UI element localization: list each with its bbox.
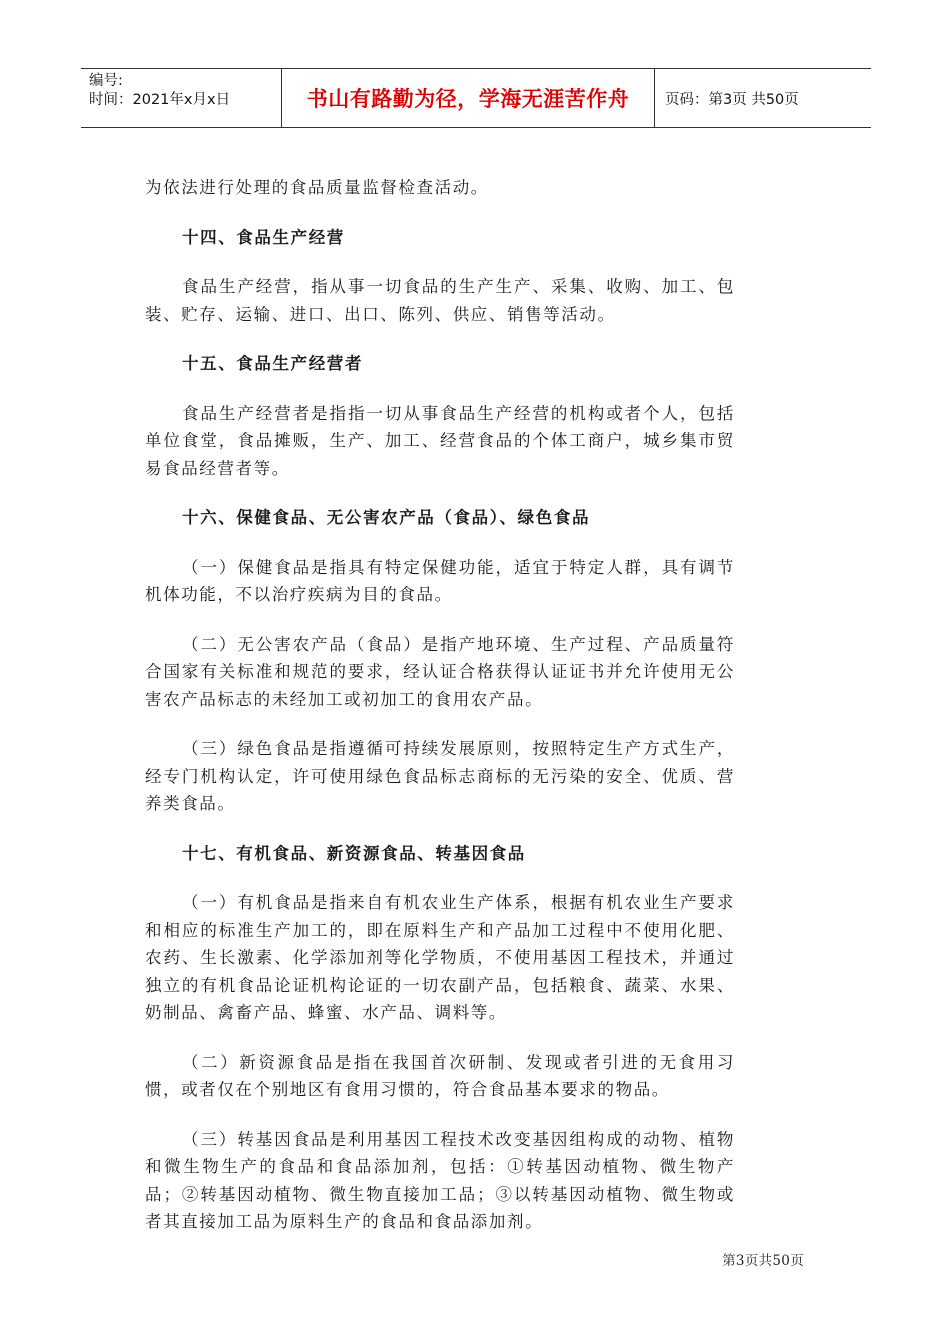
paragraph-continued: 为依法进行处理的食品质量监督检查活动。 xyxy=(145,178,489,197)
section-heading-17: 十七、有机食品、新资源食品、转基因食品 xyxy=(182,843,526,863)
document-body xyxy=(145,174,735,1236)
section-heading-15: 十五、食品生产经营者 xyxy=(182,354,363,373)
header-meta-cell xyxy=(81,69,282,127)
header-page-label: 页码：第3页 共50页 xyxy=(665,91,799,108)
section-heading-14: 十四、食品生产经营 xyxy=(182,227,345,247)
section-heading-16: 十六、保健食品、无公害农产品（食品）、绿色食品 xyxy=(182,508,591,527)
paragraph-17-2: （二）新资源食品是指在我国首次研制、发现或者引进的无食用习惯，或者仅在个别地区有食用习惯的，符合食品基本要求的物品。 xyxy=(145,1052,735,1099)
header-motto-cell xyxy=(282,69,655,127)
date-label: 时间：2021年x月x日 xyxy=(89,92,231,108)
paragraph-15: 食品生产经营者是指指一切从事食品生产经营的机构或者个人，包括单位食堂，食品摊贩，生产、加工、经营食品的个体工商户，城乡集市贸易食品经营者等。 xyxy=(145,403,735,478)
header-page-cell xyxy=(655,69,871,127)
page-header xyxy=(81,68,871,128)
serial-number-label: 编号: xyxy=(89,73,123,89)
paragraph-17-1: （一）有机食品是指来自有机农业生产体系，根据有机农业生产要求和相应的标准生产加工的，即在原料生产和产品加工过程中不使用化肥、农药、生长激素、化学添加剂等化学物质，不使用基因工程技术，并通过独立的有机食品论证机构论证的一切农副产品，包括粮食、蔬菜、水果、奶制品、禽畜产品、蜂蜜、水产品、调料等。 xyxy=(145,893,735,1022)
paragraph-17-3: （三）转基因食品是利用基因工程技术改变基因组构成的动物、植物和微生物生产的食品和食品添加剂，包括：①转基因动植物、微生物产品；②转基因动植物、微生物直接加工品；③以转基因动植物、微生物或者其直接加工品为原料生产的食品和食品添加剂。 xyxy=(145,1129,735,1231)
page-footer-number: 第3页共50页 xyxy=(722,1253,804,1269)
paragraph-14: 食品生产经营，指从事一切食品的生产生产、采集、收购、加工、包装、贮存、运输、进口、出口、陈列、供应、销售等活动。 xyxy=(145,277,735,324)
paragraph-16-1: （一）保健食品是指具有特定保健功能，适宜于特定人群，具有调节机体功能，不以治疗疾病为目的食品。 xyxy=(145,557,735,604)
paragraph-16-3: （三）绿色食品是指遵循可持续发展原则，按照特定生产方式生产，经专门机构认定，许可使用绿色食品标志商标的无污染的安全、优质、营养类食品。 xyxy=(145,739,735,813)
header-motto: 书山有路勤为径，学海无涯苦作舟 xyxy=(306,87,630,111)
paragraph-16-2: （二）无公害农产品（食品）是指产地环境、生产过程、产品质量符合国家有关标准和规范的要求，经认证合格获得认证证书并允许使用无公害农产品标志的未经加工或初加工的食用农产品。 xyxy=(145,634,735,709)
